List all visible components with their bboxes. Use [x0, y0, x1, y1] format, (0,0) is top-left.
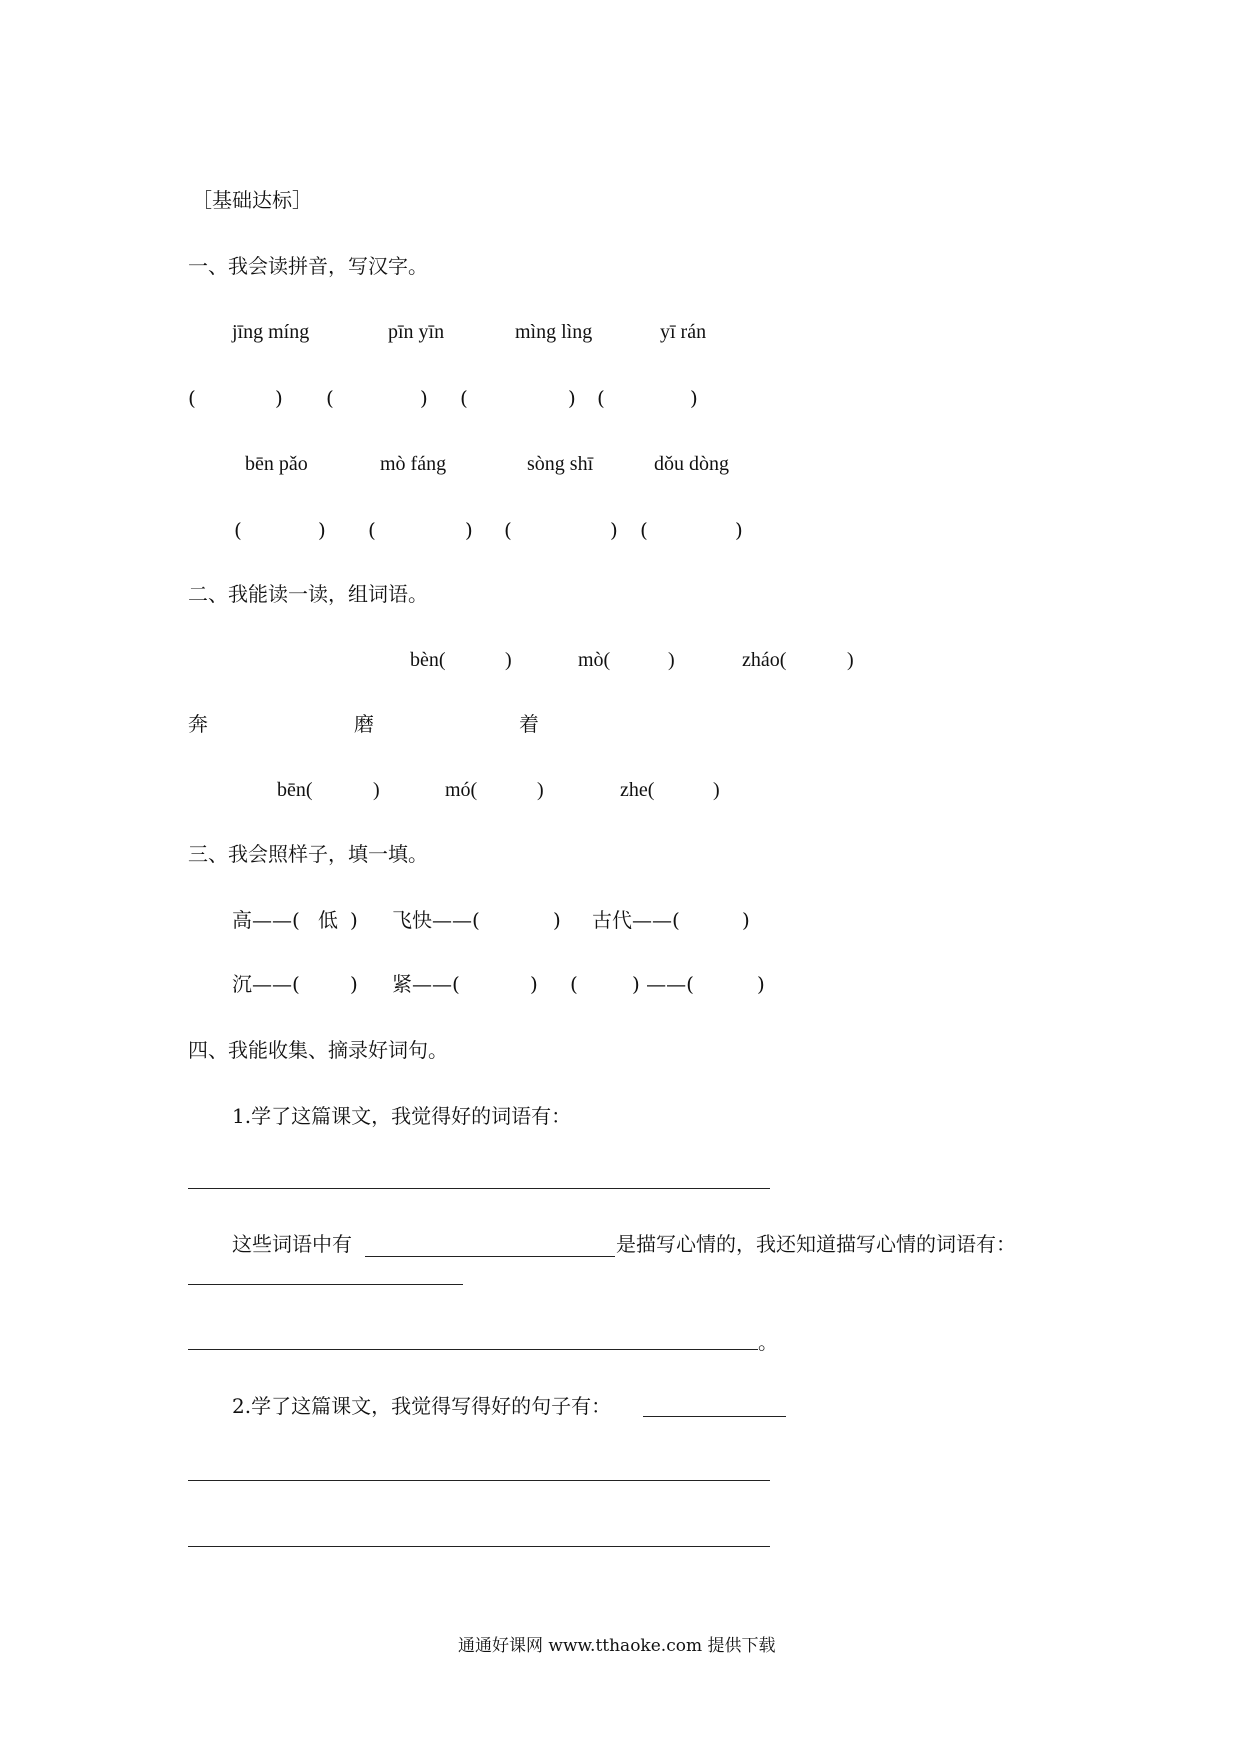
q3-title: 三、我会照样子，填一填。 [188, 842, 428, 866]
q3-r1-word1: 高——( [232, 908, 300, 932]
q3-r2-word2: 紧——( [392, 972, 460, 996]
q2-reading-ben1: bēn( [277, 779, 313, 801]
q2-reading-ben4: bèn( [410, 649, 446, 671]
q1-blank-7-open: ( [504, 518, 512, 542]
q2-reading-zhe: zhe( [620, 779, 655, 801]
q1-pinyin-2: pīn yīn [388, 321, 445, 343]
q3-r1-word3: 古代——( [592, 908, 680, 932]
q2-reading-mo4-close: ) [668, 649, 675, 671]
q2-reading-zhao2-close: ) [847, 649, 854, 671]
q1-blank-6-close: ) [465, 518, 473, 542]
q1-pinyin-3: mìng lìng [515, 321, 593, 343]
q4-period: 。 [758, 1330, 778, 1354]
q1-pinyin-7: sòng shī [527, 453, 594, 475]
q1-title: 一、我会读拼音，写汉字。 [188, 254, 428, 278]
answer-line-5[interactable] [643, 1416, 786, 1417]
q3-r2-close3: ) ——( [632, 972, 694, 996]
q2-reading-ben4-close: ) [505, 649, 512, 671]
q1-blank-4-close: ) [690, 386, 698, 410]
answer-line-7[interactable] [188, 1546, 770, 1547]
answer-line-1[interactable] [188, 1188, 770, 1189]
q1-pinyin-6: mò fáng [380, 453, 447, 475]
q1-blank-7-close: ) [610, 518, 618, 542]
q3-r2-close2: ) [530, 972, 538, 996]
q1-blank-8-open: ( [640, 518, 648, 542]
q1-blank-1-open: ( [188, 386, 196, 410]
q3-r1-close3: ) [742, 908, 750, 932]
q1-blank-8-close: ) [735, 518, 743, 542]
q1-pinyin-1: jīng míng [232, 321, 310, 343]
q2-reading-mo4: mò( [578, 649, 611, 671]
q2-char-mo: 磨 [354, 712, 374, 736]
q4-line2-suffix: 是描写心情的，我还知道描写心情的词语有： [616, 1232, 1016, 1256]
section-title: ［基础达标］ [192, 188, 312, 212]
q2-reading-mo2: mó( [445, 779, 478, 801]
q1-blank-3-open: ( [460, 386, 468, 410]
q3-r2-word1: 沉——( [232, 972, 300, 996]
q1-blank-2-open: ( [326, 386, 334, 410]
q2-reading-ben1-close: ) [373, 779, 380, 801]
q1-pinyin-5: bēn pǎo [245, 453, 308, 475]
answer-line-4[interactable] [188, 1349, 758, 1350]
answer-line-2[interactable] [365, 1256, 615, 1257]
q1-pinyin-4: yī rán [660, 321, 707, 343]
q1-blank-2-close: ) [420, 386, 428, 410]
q2-reading-zhe-close: ) [713, 779, 720, 801]
q3-r2-close1: ) [350, 972, 358, 996]
q3-r2-close4: ) [757, 972, 765, 996]
q3-r2-word3: ( [570, 972, 578, 996]
q1-pinyin-8: dǒu dòng [654, 453, 729, 475]
q3-r1-answer1: 低 [318, 908, 338, 932]
footer-text: 通通好课网 www.tthaoke.com 提供下载 [458, 1636, 776, 1656]
q4-item1: 1.学了这篇课文，我觉得好的词语有： [232, 1104, 572, 1128]
q2-char-zhe: 着 [519, 712, 539, 736]
q3-r1-word2: 飞快——( [392, 908, 480, 932]
q1-blank-4-open: ( [597, 386, 605, 410]
q1-blank-1-close: ) [275, 386, 283, 410]
q2-char-ben: 奔 [188, 712, 208, 736]
q4-line2-prefix: 这些词语中有 [232, 1232, 352, 1256]
answer-line-6[interactable] [188, 1480, 770, 1481]
q2-title: 二、我能读一读，组词语。 [188, 582, 428, 606]
q1-blank-6-open: ( [368, 518, 376, 542]
q3-r1-close1: ) [350, 908, 358, 932]
q4-title: 四、我能收集、摘录好词句。 [188, 1038, 448, 1062]
q1-blank-5-close: ) [318, 518, 326, 542]
q2-reading-mo2-close: ) [537, 779, 544, 801]
q1-blank-3-close: ) [568, 386, 576, 410]
answer-line-3[interactable] [188, 1284, 463, 1285]
q3-r1-close2: ) [553, 908, 561, 932]
q4-item2: 2.学了这篇课文，我觉得写得好的句子有： [232, 1394, 612, 1418]
q2-reading-zhao2: zháo( [742, 649, 787, 671]
q1-blank-5-open: ( [234, 518, 242, 542]
